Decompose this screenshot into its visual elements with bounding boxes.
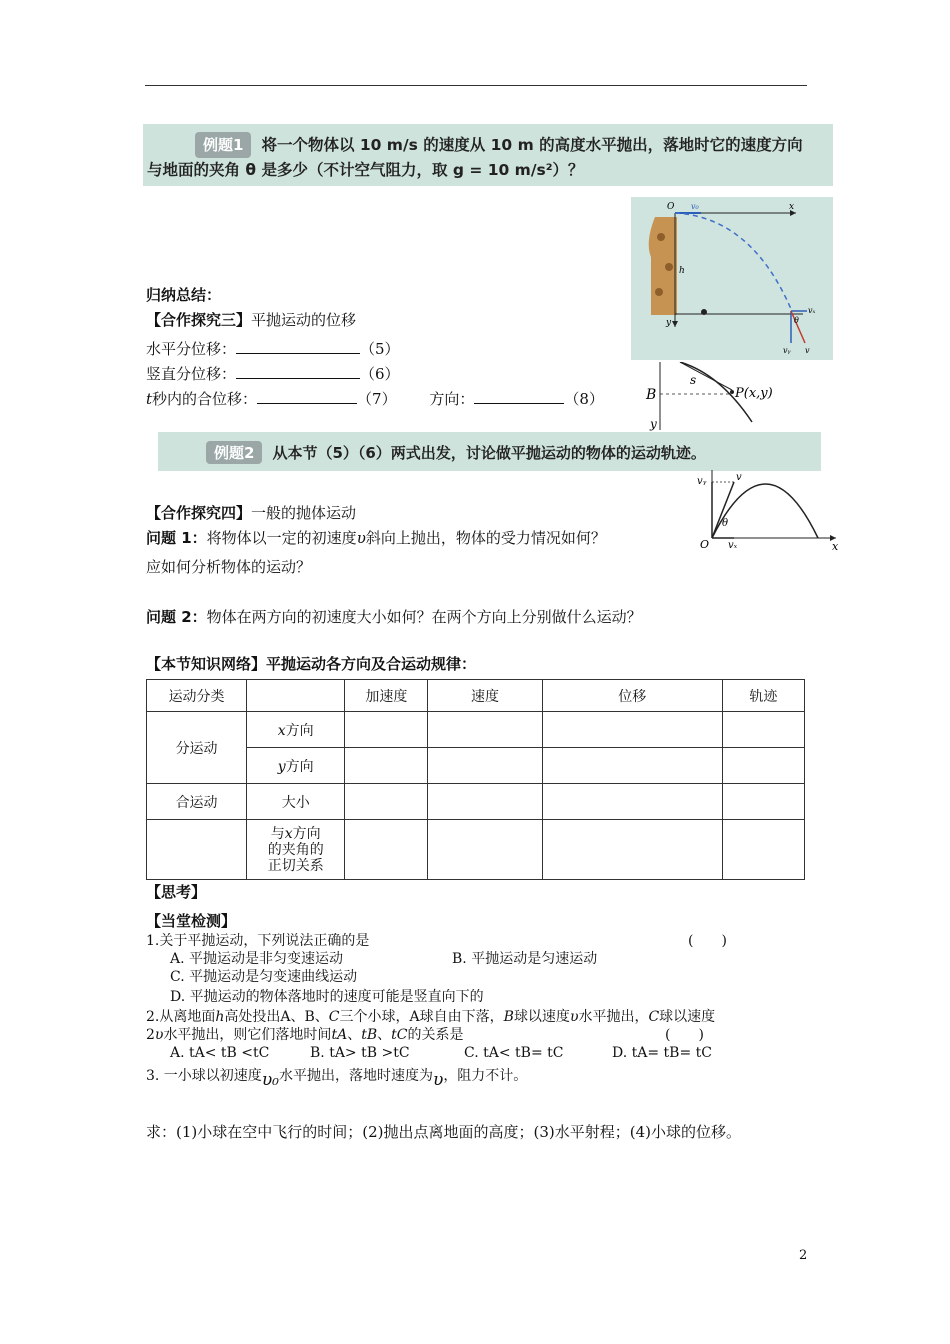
- total-displacement-row: [146, 388, 604, 410]
- cell-x-vel[interactable]: [428, 712, 542, 748]
- fig2-y: y: [650, 417, 657, 431]
- q1-option-a[interactable]: A. 平抛运动是非匀变速运动: [170, 951, 344, 967]
- network-title: 【本节知识网络】平抛运动各方向及合运动规律：: [146, 655, 477, 673]
- q2-line2: [146, 1026, 463, 1044]
- section3-title: [146, 309, 356, 331]
- figure-oblique-projectile: [694, 468, 846, 552]
- y-var: y: [277, 758, 286, 775]
- question1-line1: [146, 527, 606, 549]
- section4-title-bold: 【合作探究四】: [146, 504, 252, 522]
- fig1-vy: vᵧ: [783, 346, 791, 355]
- q2-h: h: [215, 1009, 225, 1025]
- q2-p3: 三个小球，A球自由下落，: [339, 1009, 504, 1025]
- header-acceleration: 加速度: [345, 680, 428, 712]
- question2: [146, 606, 642, 628]
- cell-x-disp[interactable]: [542, 712, 722, 748]
- q2-l2b: 水平抛出，则它们落地时间: [163, 1027, 332, 1043]
- q2-option-b[interactable]: B. tA> tB >tC: [310, 1045, 410, 1061]
- total-t: t: [146, 390, 153, 408]
- q2-sep2: 、: [377, 1027, 392, 1043]
- horizontal-no: （5）: [360, 340, 400, 358]
- example2-tag: 例题2: [206, 441, 262, 464]
- cell-x-acc[interactable]: [345, 712, 428, 748]
- cell-y-traj[interactable]: [722, 748, 804, 784]
- q3-ask: 求：(1)小球在空中飞行的时间；(2)抛出点离地面的高度；(3)水平射程；(4)小球的位移。: [146, 1123, 741, 1141]
- fig1-v0: v₀: [691, 202, 699, 211]
- direction-blank[interactable]: [474, 389, 564, 404]
- fig1-vx: vₓ: [808, 306, 816, 315]
- cell-y-disp[interactable]: [542, 748, 722, 784]
- sub-motion-cell: 分运动: [147, 712, 247, 784]
- fig1-x: x: [789, 202, 795, 212]
- fig3-v: v: [736, 472, 742, 483]
- fig3-theta: θ: [722, 518, 729, 529]
- question1-line2: 应如何分析物体的运动？: [146, 558, 312, 576]
- cell-ang-vel[interactable]: [428, 820, 542, 880]
- vertical-label: 竖直分位移：: [146, 365, 237, 383]
- knowledge-table: [146, 679, 805, 880]
- header-velocity: 速度: [428, 680, 542, 712]
- figure-trajectory-point: [640, 362, 780, 432]
- page-number: 2: [799, 1248, 808, 1263]
- q2-l2a: 2: [146, 1027, 155, 1043]
- fig3-vy: vᵧ: [697, 476, 707, 487]
- fig1-v: v: [805, 346, 810, 355]
- q2-option-d[interactable]: D. tA= tB= tC: [612, 1045, 712, 1061]
- direction-no: （8）: [564, 390, 604, 408]
- section4-title-rest: 一般的抛体运动: [251, 504, 357, 522]
- header-blank: [247, 680, 345, 712]
- cell-ang-traj[interactable]: [722, 820, 804, 880]
- total-label: 秒内的合位移：: [152, 390, 258, 408]
- section3-title-bold: 【合作探究三】: [146, 311, 252, 329]
- q3-p1: 3. 一小球以初速度: [146, 1068, 262, 1084]
- fig1-y: y: [666, 318, 672, 328]
- q2-ta: tA: [331, 1027, 348, 1043]
- q3-p2: 水平抛出，落地时速度为: [278, 1068, 433, 1084]
- cell-mag-vel[interactable]: [428, 784, 542, 820]
- q3-p3: ，阻力不计。: [443, 1068, 528, 1084]
- check-title: 【当堂检测】: [146, 912, 237, 930]
- cell-mag-disp[interactable]: [542, 784, 722, 820]
- horizontal-label: 水平分位移：: [146, 340, 237, 358]
- q2-sep1: 、: [347, 1027, 362, 1043]
- horizontal-blank[interactable]: [236, 339, 360, 354]
- magnitude-cell: 大小: [247, 784, 345, 820]
- q1-v: υ: [356, 529, 366, 547]
- y-dir-label: 方向: [285, 758, 314, 775]
- summary-label: 归纳总结：: [146, 286, 222, 304]
- angle-a: 与: [270, 825, 285, 842]
- example1-banner: [143, 124, 833, 186]
- q2-option-c[interactable]: C. tA< tB= tC: [464, 1045, 564, 1061]
- angle-cell: [247, 820, 345, 880]
- table-row: [147, 820, 805, 880]
- q2-v: υ: [569, 1009, 579, 1025]
- angle-b: 方向: [292, 825, 321, 842]
- fig2-B: B: [646, 387, 657, 403]
- q1-option-b[interactable]: B. 平抛运动是匀速运动: [452, 951, 598, 967]
- table-row: [147, 712, 805, 748]
- q2-line1: [146, 1008, 715, 1026]
- q2-paren[interactable]: ( ): [665, 1027, 704, 1043]
- q1-part-a: 将物体以一定的初速度: [206, 529, 357, 547]
- cell-y-acc[interactable]: [345, 748, 428, 784]
- table-row: [147, 784, 805, 820]
- q2-l2v: υ: [154, 1027, 164, 1043]
- fig2-P: P(x,y): [735, 386, 773, 401]
- q1-part-b: 斜向上抛出，物体的受力情况如何？: [365, 529, 606, 547]
- fig3-vx: vₓ: [728, 540, 738, 551]
- q2-p4: 球以速度: [513, 1009, 570, 1025]
- example1-line2: 与地面的夹角 θ 是多少（不计空气阻力，取 g = 10 m/s²）？: [147, 161, 584, 179]
- q1-label: 问题 1：: [146, 529, 207, 547]
- figure-cliff-projectile: [631, 197, 833, 360]
- x-dir-label: 方向: [285, 722, 314, 739]
- q2-tb: tB: [361, 1027, 378, 1043]
- cell-ang-acc[interactable]: [345, 820, 428, 880]
- think-label: 【思考】: [146, 883, 207, 901]
- fig1-O: O: [667, 202, 675, 212]
- cell-y-vel[interactable]: [428, 748, 542, 784]
- q2-tc: tC: [391, 1027, 408, 1043]
- cell-x-traj[interactable]: [722, 712, 804, 748]
- cell-mag-acc[interactable]: [345, 784, 428, 820]
- q3-line1: [146, 1066, 528, 1090]
- example2-text: 从本节（5）（6）两式出发，讨论做平抛运动的物体的运动轨迹。: [272, 444, 706, 462]
- section4-title: [146, 502, 356, 524]
- example2-banner: [158, 432, 821, 471]
- q2-b: B: [503, 1009, 514, 1025]
- q1-option-c[interactable]: C. 平抛运动是匀变速曲线运动: [170, 969, 358, 985]
- fig3-x: x: [832, 540, 839, 552]
- vertical-displacement-row: [146, 363, 400, 385]
- example1-tag: 例题1: [195, 132, 251, 158]
- q1-paren[interactable]: ( ): [688, 933, 727, 949]
- total-no: （7）: [357, 390, 397, 408]
- fig2-s: s: [690, 373, 697, 387]
- angle-x: x: [284, 825, 293, 842]
- q2-option-a[interactable]: A. tA< tB <tC: [170, 1045, 270, 1061]
- q2-l2c: 的关系是: [407, 1027, 464, 1043]
- q2-text: 物体在两方向的初速度大小如何？在两个方向上分别做什么运动？: [206, 608, 642, 626]
- fig1-theta: θ: [794, 316, 799, 325]
- example1-line1: 将一个物体以 10 m/s 的速度从 10 m 的高度水平抛出，落地时它的速度方向: [261, 136, 803, 154]
- direction-label: 方向：: [429, 390, 475, 408]
- y-direction-cell: [247, 748, 345, 784]
- q2-label: 问题 2：: [146, 608, 207, 626]
- vertical-no: （6）: [360, 365, 400, 383]
- q2-p2: 高处投出A、B、: [224, 1009, 329, 1025]
- q1-option-d[interactable]: D. 平抛运动的物体落地时的速度可能是竖直向下的: [170, 989, 484, 1005]
- total-blank[interactable]: [257, 389, 357, 404]
- fig1-h: h: [679, 266, 685, 276]
- horizontal-displacement-row: [146, 338, 400, 360]
- q3-v: υ: [432, 1070, 444, 1090]
- angle-line3: 正切关系: [267, 857, 324, 874]
- q2-c: C: [328, 1009, 340, 1025]
- table-header-row: [147, 680, 805, 712]
- angle-line2: 的夹角的: [267, 841, 324, 858]
- q2-c2: C: [648, 1009, 660, 1025]
- q2-p5: 水平抛出，: [578, 1009, 649, 1025]
- header-trajectory: 轨迹: [722, 680, 804, 712]
- header-category: 运动分类: [147, 680, 247, 712]
- combined-motion-cell: 合运动: [147, 784, 247, 820]
- header-displacement: 位移: [542, 680, 722, 712]
- cell-mag-traj[interactable]: [722, 784, 804, 820]
- cell-ang-disp[interactable]: [542, 820, 722, 880]
- q2-p6: 球以速度: [659, 1009, 716, 1025]
- fig3-O: O: [700, 538, 710, 551]
- q3-v0: υ₀: [261, 1070, 279, 1090]
- header-rule: [145, 85, 807, 86]
- empty-category-cell: [147, 820, 247, 880]
- section3-title-rest: 平抛运动的位移: [251, 311, 357, 329]
- x-var: x: [277, 722, 286, 739]
- q1-stem: 1.关于平抛运动，下列说法正确的是: [146, 933, 370, 949]
- q2-p1: 2.从离地面: [146, 1009, 216, 1025]
- vertical-blank[interactable]: [236, 364, 360, 379]
- x-direction-cell: [247, 712, 345, 748]
